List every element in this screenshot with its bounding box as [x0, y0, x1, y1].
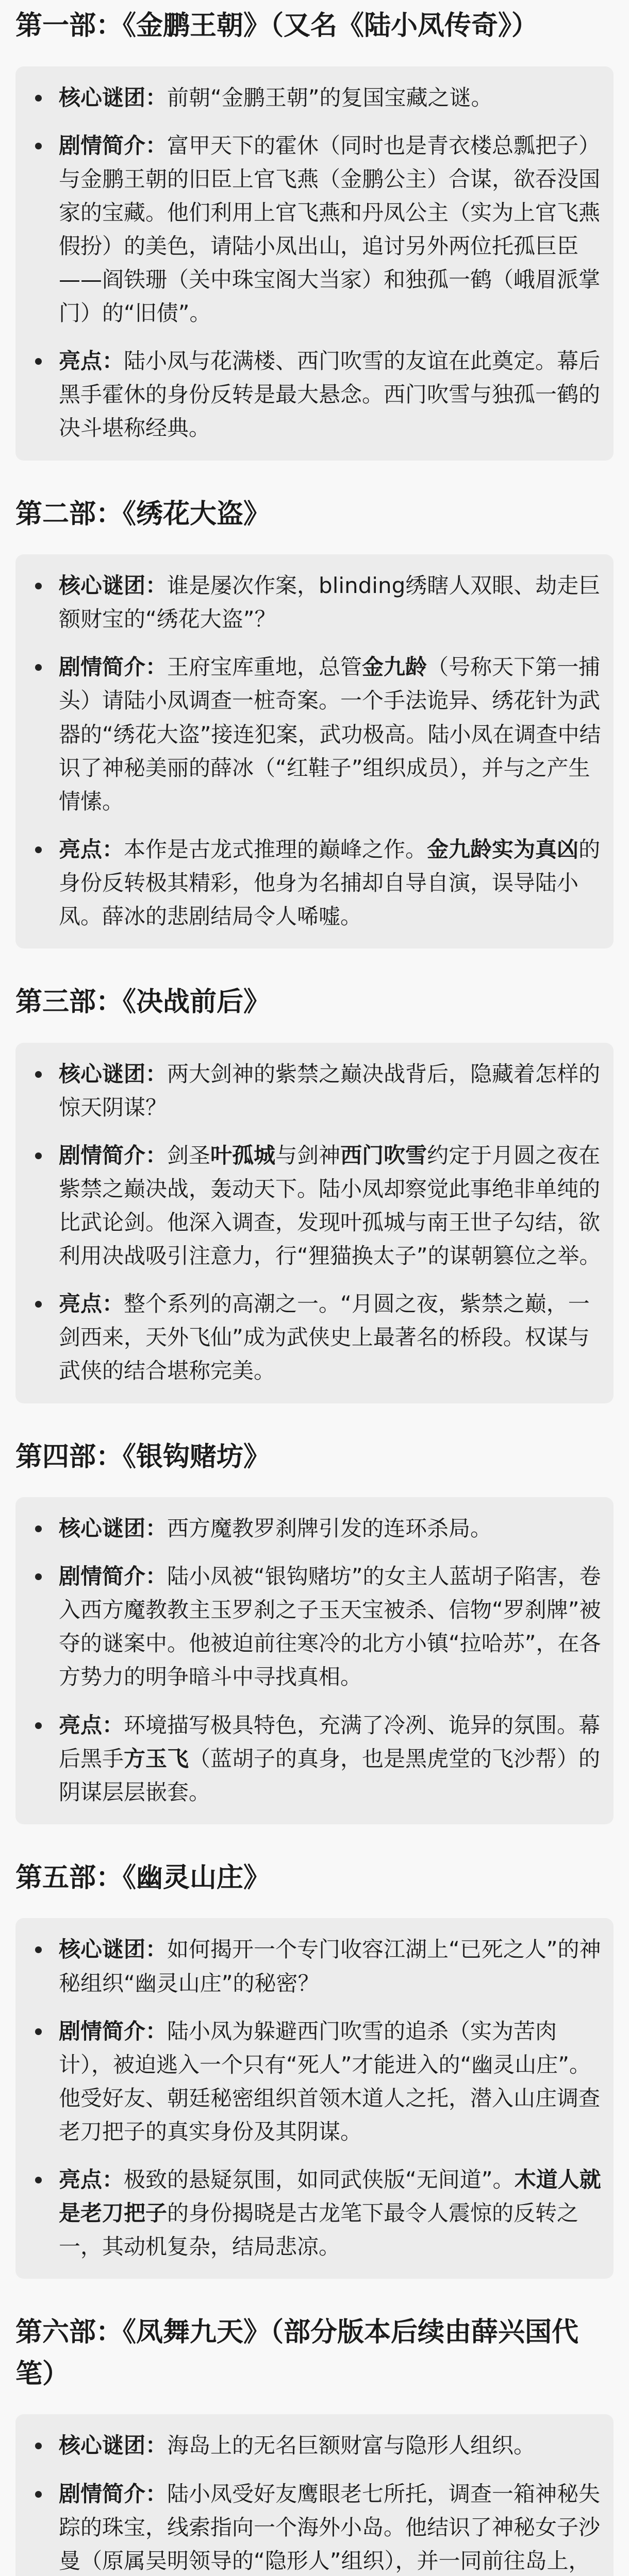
highlight-text: 金九龄实为真凶 [427, 836, 579, 862]
label-colon: ： [145, 132, 168, 158]
highlight-text: 叶孤城 [210, 1142, 276, 1168]
item-label: 剧情简介 [59, 2018, 146, 2044]
list-item [32, 2429, 601, 2462]
bullet-icon [35, 1526, 42, 1532]
item-text: 陆小凤受好友鹰眼老七所托，调查一箱神秘失踪的珠宝，线索指向一个海外小岛。他结识了神秘女子沙曼（原属吴明领导的“隐形人”组织），并一同前往岛上， [59, 2481, 601, 2573]
item-text: 前朝“金鹏王朝”的复国宝藏之谜。 [167, 84, 493, 110]
item-text: 环境描写极具特色，充满了冷冽、诡异的氛围。幕后黑手 [59, 1712, 601, 1771]
item-label: 剧情简介 [59, 1564, 146, 1589]
bullet-icon [35, 95, 42, 101]
item-text: 剑圣 [167, 1142, 211, 1168]
label-colon: ： [102, 2167, 124, 2192]
list-item [32, 2163, 601, 2263]
part-title: 第五部：《幽灵山庄》 [15, 1862, 271, 1893]
item-text: 陆小凤为躲避西门吹雪的追杀（实为苦肉计），被迫逃入一个只有“死人”才能进入的“幽灵山庄”。他受好友、朝廷秘密组织首领木道人之托，潜入山庄调查老刀把子的真实身份及其阴谋。 [59, 2018, 601, 2144]
part-title: 第四部：《银钩赌坊》 [15, 1441, 271, 1472]
bullet-icon [35, 2177, 42, 2183]
item-label: 亮点 [59, 348, 103, 374]
item-text: （蓝胡子的真身，也是黑虎堂的飞沙帮）的阴谋层层嵌套。 [59, 1745, 601, 1805]
list-item [32, 833, 601, 933]
item-text: （号称天下第一捕头）请陆小凤调查一桩奇案。一个手法诡异、绣花针为武器的“绣花大盗”接连犯案，武功极高。陆小凤在调查中结识了神秘美丽的薛冰（“红鞋子”组织成员），并与之产生情愫。 [59, 654, 601, 814]
list-item [32, 2477, 601, 2576]
highlight-text: 木道人就是老刀把子 [59, 2167, 601, 2226]
list-item [32, 129, 601, 330]
item-label: 剧情简介 [59, 1142, 146, 1168]
item-label: 核心谜团 [59, 1061, 146, 1087]
label-colon: ： [145, 1142, 168, 1168]
list-item [32, 1560, 601, 1693]
bullet-icon [35, 1946, 42, 1953]
bullet-icon [35, 2028, 42, 2035]
label-colon: ： [145, 2018, 168, 2044]
bullet-icon [35, 2443, 42, 2449]
list-item [32, 344, 601, 445]
item-text: 海岛上的无名巨额财富与隐形人组织。 [167, 2433, 536, 2459]
label-colon: ： [145, 1937, 168, 1962]
item-label: 亮点 [59, 836, 103, 862]
bullet-icon [35, 1301, 42, 1308]
highlight-text: 西门吹雪 [340, 1142, 427, 1168]
item-text: 谁是屡次作案，blinding绣瞎人双眼、劫走巨额财宝的“绣花大盗”？ [59, 573, 601, 632]
item-text: 与剑神 [275, 1142, 341, 1168]
item-label: 核心谜团 [59, 84, 146, 110]
bullet-icon [35, 1153, 42, 1159]
item-label: 核心谜团 [59, 1516, 146, 1541]
item-text: 陆小凤被“银钩赌坊”的女主人蓝胡子陷害，卷入西方魔教教主玉罗刹之子玉天宝被杀、信物“罗刹牌”被夺的谜案中。他被迫前往寒冷的北方小镇“拉哈苏”，在各方势力的明争暗斗中寻找真相。 [59, 1564, 601, 1690]
item-label: 亮点 [59, 1712, 103, 1738]
part-card [15, 2414, 614, 2576]
item-text: 的身份反转极其精彩，他身为名捕却自导自演，误导陆小凤。薛冰的悲剧结局令人唏嘘。 [59, 836, 601, 929]
bullet-icon [35, 143, 42, 149]
bullet-icon [35, 664, 42, 671]
item-text: 的身份揭晓是古龙笔下最令人震惊的反转之一，其动机复杂，结局悲凉。 [59, 2200, 579, 2260]
item-label: 亮点 [59, 2167, 103, 2192]
part-card [15, 554, 614, 948]
item-text: 极致的悬疑氛围，如同武侠版“无间道”。 [124, 2167, 515, 2192]
bullet-icon [35, 583, 42, 589]
item-text: 王府宝库重地，总管 [167, 654, 362, 680]
item-label: 核心谜团 [59, 1937, 146, 1962]
list-item [32, 569, 601, 636]
list-item [32, 81, 601, 114]
part-card [15, 1918, 614, 2279]
list-item [32, 1287, 601, 1387]
label-colon: ： [145, 573, 168, 599]
list-item [32, 1933, 601, 1999]
part-title: 第六部：《凤舞九天》（部分版本后续由薛兴国代笔） [15, 2317, 579, 2389]
item-label: 剧情简介 [59, 132, 146, 158]
item-text: 本作是古龙式推理的巅峰之作。 [124, 836, 427, 862]
part-card [15, 1043, 614, 1403]
part-title: 第二部：《绣花大盗》 [15, 498, 271, 530]
bullet-icon [35, 1573, 42, 1580]
item-label: 剧情简介 [59, 654, 146, 680]
label-colon: ： [102, 1291, 124, 1317]
part-title: 第一部：《金鹏王朝》（又名《陆小凤传奇》） [15, 10, 539, 41]
item-text: 西方魔教罗刹牌引发的连环杀局。 [167, 1516, 492, 1541]
list-item [32, 1512, 601, 1545]
part-title: 第三部：《决战前后》 [15, 987, 271, 1018]
highlight-text: 方玉飞 [124, 1745, 189, 1771]
part-card [15, 66, 614, 461]
item-text: 整个系列的高潮之一。“月圆之夜，紫禁之巅，一剑西来，天外飞仙”成为武侠史上最著名的桥段。权谋与武侠的结合堪称完美。 [59, 1291, 590, 1384]
list-item [32, 650, 601, 818]
list-item [32, 1708, 601, 1809]
item-label: 亮点 [59, 1291, 103, 1317]
bullet-icon [35, 846, 42, 853]
label-colon: ： [145, 654, 168, 680]
label-colon: ： [145, 1564, 168, 1589]
list-item [32, 2014, 601, 2148]
item-text: 约定于月圆之夜在紫禁之巅决战，轰动天下。陆小凤却察觉此事绝非单纯的比武论剑。他深入调查，发现叶孤城与南王世子勾结，欲利用决战吸引注意力，行“狸猫换太子”的谋朝篡位之举。 [59, 1142, 601, 1269]
part-card [15, 1497, 614, 1824]
item-text: 如何揭开一个专门收容江湖上“已死之人”的神秘组织“幽灵山庄”的秘密？ [59, 1937, 601, 1996]
item-label: 核心谜团 [59, 2433, 146, 2459]
label-colon: ： [102, 836, 124, 862]
label-colon: ： [145, 2481, 168, 2506]
label-colon: ： [145, 2433, 168, 2459]
item-text: 富甲天下的霍休（同时也是青衣楼总瓢把子）与金鹏王朝的旧臣上官飞燕（金鹏公主）合谋，欲吞没国家的宝藏。他们利用上官飞燕和丹凤公主（实为上官飞燕假扮）的美色，请陆小凤出山，追讨另外两位托孤巨臣——阎铁珊（关中珠宝阁大当家）和独孤一鹤（峨眉派掌门）的“旧债”。 [59, 132, 601, 326]
label-colon: ： [102, 348, 124, 374]
bullet-icon [35, 1722, 42, 1729]
parts-container [15, 5, 614, 2576]
label-colon: ： [145, 1516, 168, 1541]
list-item [32, 1139, 601, 1273]
item-text: 两大剑神的紫禁之巅决战背后，隐藏着怎样的惊天阴谋？ [59, 1061, 601, 1120]
label-colon: ： [145, 1061, 168, 1087]
item-label: 剧情简介 [59, 2481, 146, 2506]
bullet-icon [35, 2491, 42, 2498]
bullet-icon [35, 358, 42, 365]
list-item [32, 1057, 601, 1124]
label-colon: ： [145, 84, 168, 110]
item-label: 核心谜团 [59, 573, 146, 599]
label-colon: ： [102, 1712, 124, 1738]
highlight-text: 金九龄 [362, 654, 427, 680]
bullet-icon [35, 1071, 42, 1078]
item-text: 陆小凤与花满楼、西门吹雪的友谊在此奠定。幕后黑手霍休的身份反转是最大悬念。西门吹雪与独孤一鹤的决斗堪称经典。 [59, 348, 601, 441]
